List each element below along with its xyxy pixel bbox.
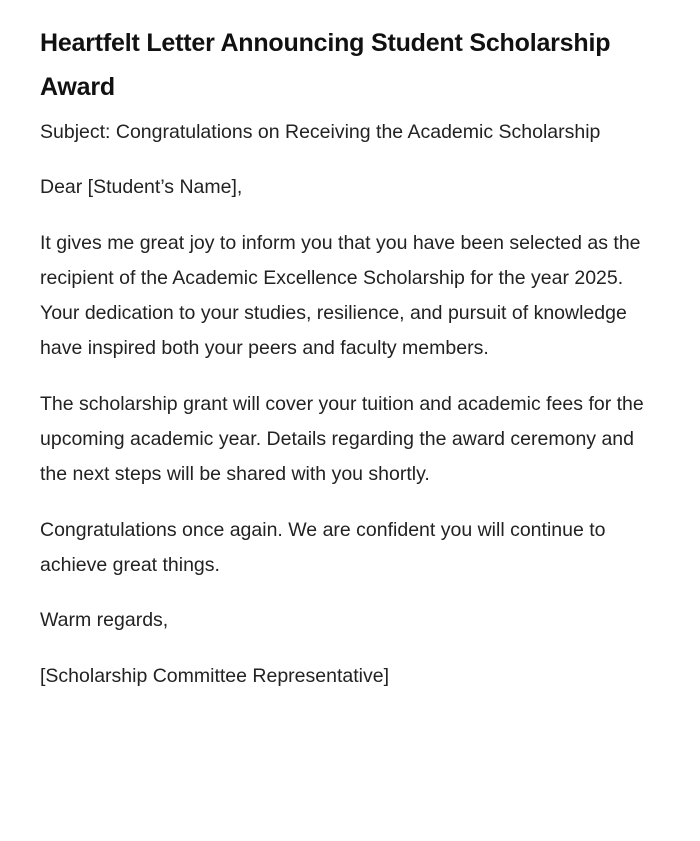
salutation: Dear [Student’s Name], bbox=[40, 176, 243, 199]
body-paragraph-details: The scholarship grant will cover your tuition and academic fees for the upcoming academic year. Details regarding the award ceremony and the next steps will be shared with you shortly. bbox=[40, 392, 644, 486]
body-paragraph-announcement: It gives me great joy to inform you that you have been selected as the recipient of the Academic Excellence Scholarship for the year 2025. Your dedication to your studies, resilience, and pursuit of knowledge have inspired both your peers and faculty members. bbox=[40, 231, 641, 360]
subject-line: Subject: Congratulations on Receiving the Academic Scholarship bbox=[40, 121, 601, 143]
signature-line: [Scholarship Committee Representative] bbox=[40, 664, 389, 687]
document-title: Heartfelt Letter Announcing Student Scholarship Award bbox=[40, 29, 611, 101]
body-paragraph-congratulations: Congratulations once again. We are confident you will continue to achieve great things. bbox=[40, 518, 606, 576]
closing-line: Warm regards, bbox=[40, 609, 169, 632]
